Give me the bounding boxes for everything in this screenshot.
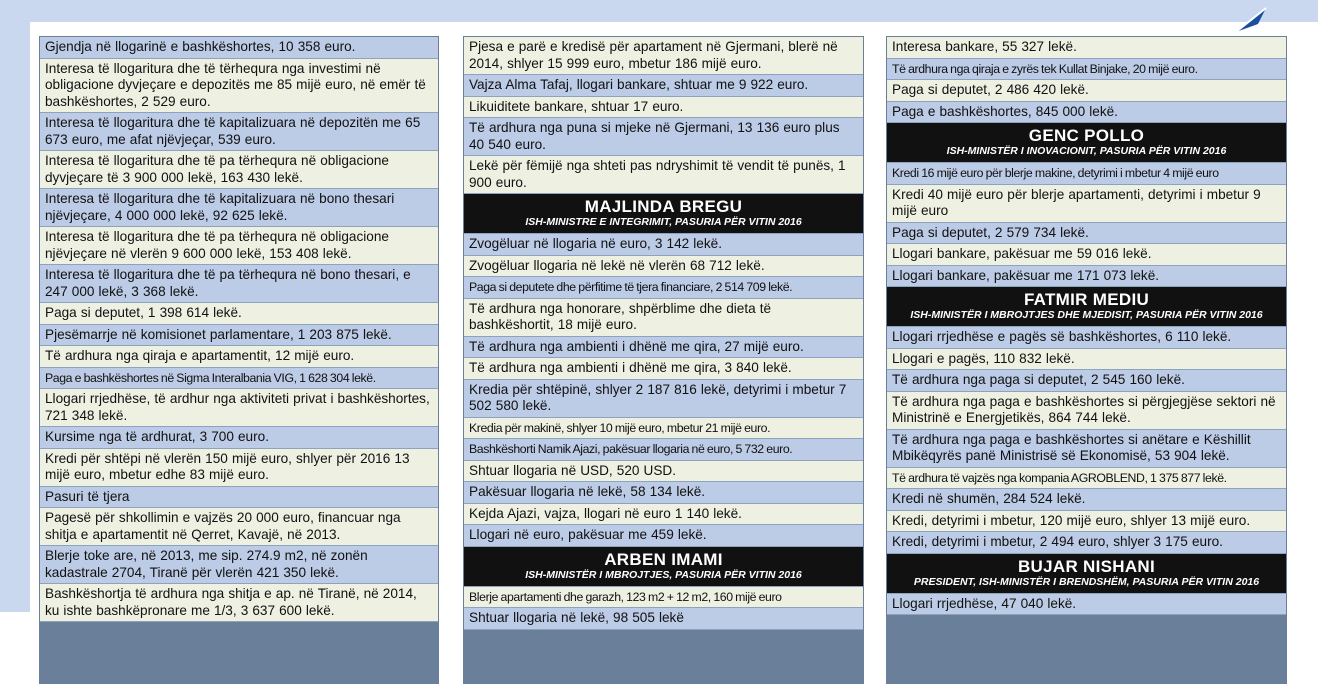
asset-entry: Të ardhura nga qiraja e zyrës tek Kullat Binjake, 20 mijë euro. xyxy=(887,59,1286,81)
asset-entry: Paga si deputete dhe përfitime të tjera financiare, 2 514 709 lekë. xyxy=(464,277,863,299)
column-right xyxy=(886,36,1287,684)
arrow-icon xyxy=(1232,4,1272,36)
official-name: FATMIR MEDIU xyxy=(1023,290,1150,309)
asset-entry: Pjesa e parë e kredisë për apartament në Gjermani, blerë në 2014, shlyer 15 999 euro, mbetur 186 mijë euro. xyxy=(464,37,863,75)
asset-entry: Zvogëluar në llogaria në euro, 3 142 lekë. xyxy=(464,234,863,256)
asset-entry: Të ardhura nga puna si mjeke në Gjermani, 13 136 euro plus 40 540 euro. xyxy=(464,118,863,156)
asset-entry: Kredi 16 mijë euro për blerje makine, detyrimi i mbetur 4 mijë euro xyxy=(887,163,1286,185)
official-name: ARBEN IMAMI xyxy=(604,549,723,569)
official-header xyxy=(464,547,863,587)
asset-entry: Interesa të llogaritura dhe të tërhequra nga investimi në obligacione dyvjeçare e depozitës me 85 mijë euro, në emër të bashkëshortes, 2 529 euro. xyxy=(40,59,438,114)
asset-entry: Bashkëshortja të ardhura nga shitja e ap. në Tiranë, në 2014, ku ishte bashkëpronare me 1/3, 3 637 600 lekë. xyxy=(40,584,438,622)
asset-entry: Blerje toke are, në 2013, me sip. 274.9 m2, në zonën kadastrale 2704, Tiranë për vlerën 421 350 lekë. xyxy=(40,546,438,584)
asset-entry: Llogari bankare, pakësuar me 59 016 lekë. xyxy=(887,244,1286,266)
official-subtitle: ISH-MINISTËR I INOVACIONIT, PASURIA PËR VITIN 2016 xyxy=(946,145,1227,157)
official-subtitle: PRESIDENT, ISH-MINISTËR I BRENDSHËM, PASURIA PËR VITIN 2016 xyxy=(913,575,1260,588)
official-header xyxy=(464,194,863,234)
asset-entry: Gjendja në llogarinë e bashkëshortes, 10 358 euro. xyxy=(40,37,438,59)
asset-entry: Shtuar llogaria në lekë, 98 505 lekë xyxy=(464,608,863,630)
asset-entry: Të ardhura nga ambienti i dhënë me qira, 27 mijë euro. xyxy=(464,337,863,359)
official-header xyxy=(887,287,1286,327)
asset-entry: Kredia për shtëpinë, shlyer 2 187 816 lekë, detyrimi i mbetur 7 502 580 lekë. xyxy=(464,380,863,418)
asset-entry: Të ardhura nga paga si deputet, 2 545 160 lekë. xyxy=(887,370,1286,392)
asset-entry: Kejda Ajazi, vajza, llogari në euro 1 140 lekë. xyxy=(464,504,863,526)
asset-entry: Interesa të llogaritura dhe të pa tërhequra në bono thesari, e 247 000 lekë, 3 368 lekë. xyxy=(40,265,438,303)
left-decorative-band xyxy=(0,0,30,612)
asset-entry: Kredi, detyrimi i mbetur, 2 494 euro, shlyer 3 175 euro. xyxy=(887,532,1286,554)
column-middle xyxy=(463,36,864,684)
asset-entry: Të ardhura nga ambienti i dhënë me qira, 3 840 lekë. xyxy=(464,358,863,380)
asset-entry: Pagesë për shkollimin e vajzës 20 000 euro, financuar nga shitja e apartamentit në Qerret, Kavajë, në 2013. xyxy=(40,508,438,546)
asset-entry: Kredi 40 mijë euro për blerje apartamenti, detyrimi i mbetur 9 mijë euro xyxy=(887,185,1286,223)
asset-entry: Pjesëmarrje në komisionet parlamentare, 1 203 875 lekë. xyxy=(40,325,438,347)
asset-entry: Kredia për makinë, shlyer 10 mijë euro, mbetur 21 mijë euro. xyxy=(464,418,863,440)
official-subtitle: ISH-MINISTRE E INTEGRIMIT, PASURIA PËR VITIN 2016 xyxy=(525,216,802,228)
asset-entry: Paga si deputet, 2 486 420 lekë. xyxy=(887,80,1286,102)
official-subtitle: ISH-MINISTËR I MBROJTJES, PASURIA PËR VITIN 2016 xyxy=(525,568,802,581)
asset-entry: Interesa të llogaritura dhe të kapitalizuara në depozitën me 65 673 euro, me afat njëvjeçar, 539 euro. xyxy=(40,113,438,151)
asset-entry: Likuiditete bankare, shtuar 17 euro. xyxy=(464,97,863,119)
asset-entry: Kredi, detyrimi i mbetur, 120 mijë euro, shlyer 13 mijë euro. xyxy=(887,511,1286,533)
asset-entry: Vajza Alma Tafaj, llogari bankare, shtuar me 9 922 euro. xyxy=(464,75,863,97)
column-left xyxy=(39,36,439,684)
asset-entry: Interesa të llogaritura dhe të kapitalizuara në bono thesari njëvjeçare, 4 000 000 lekë, 92 625 lekë. xyxy=(40,189,438,227)
asset-entry: Bashkëshorti Namik Ajazi, pakësuar llogaria në euro, 5 732 euro. xyxy=(464,439,863,461)
asset-entry: Kredi në shumën, 284 524 lekë. xyxy=(887,489,1286,511)
top-decorative-band xyxy=(0,0,1318,22)
asset-entry: Llogari rrjedhëse, të ardhur nga aktiviteti privat i bashkëshortes, 721 348 lekë. xyxy=(40,389,438,427)
official-subtitle: ISH-MINISTËR I MBROJTJES DHE MJEDISIT, PASURIA PËR VITIN 2016 xyxy=(910,309,1263,321)
asset-entry: Paga e bashkëshortes në Sigma Interalbania VIG, 1 628 304 lekë. xyxy=(40,368,438,390)
asset-entry: Llogari rrjedhëse e pagës së bashkëshortes, 6 110 lekë. xyxy=(887,327,1286,349)
asset-entry: Zvogëluar llogaria në lekë në vlerën 68 712 lekë. xyxy=(464,256,863,278)
asset-entry: Interesa bankare, 55 327 lekë. xyxy=(887,37,1286,59)
asset-entry: Paga si deputet, 1 398 614 lekë. xyxy=(40,303,438,325)
asset-entry: Paga e bashkëshortes, 845 000 lekë. xyxy=(887,102,1286,124)
asset-entry: Lekë për fëmijë nga shteti pas ndryshimit të vendit të punës, 1 900 euro. xyxy=(464,156,863,194)
asset-entry: Kursime nga të ardhurat, 3 700 euro. xyxy=(40,427,438,449)
asset-entry: Llogari bankare, pakësuar me 171 073 lekë. xyxy=(887,266,1286,288)
asset-entry: Shtuar llogaria në USD, 520 USD. xyxy=(464,461,863,483)
asset-entry: Blerje apartamenti dhe garazh, 123 m2 + 12 m2, 160 mijë euro xyxy=(464,587,863,609)
asset-entry: Të ardhura nga paga e bashkëshortes si përgjegjëse sektori në Ministrinë e Energjetikës, 864 744 lekë. xyxy=(887,392,1286,430)
official-header xyxy=(887,554,1286,594)
asset-entry: Pasuri të tjera xyxy=(40,487,438,509)
official-name: BUJAR NISHANI xyxy=(1017,556,1156,576)
asset-entry: Të ardhura nga paga e bashkëshortes si anëtare e Këshillit Mbikëqyrës panë Ministrisë së Ekonomisë, 53 904 lekë. xyxy=(887,430,1286,468)
asset-entry: Kredi për shtëpi në vlerën 150 mijë euro, shlyer për 2016 13 mijë euro, mbetur edhe 83 mijë euro. xyxy=(40,449,438,487)
official-header xyxy=(887,123,1286,163)
asset-entry: Llogari rrjedhëse, 47 040 lekë. xyxy=(887,594,1286,616)
asset-entry: Paga si deputet, 2 579 734 lekë. xyxy=(887,223,1286,245)
asset-entry: Të ardhura nga qiraja e apartamentit, 12 mijë euro. xyxy=(40,346,438,368)
asset-entry: Të ardhura të vajzës nga kompania AGROBLEND, 1 375 877 lekë. xyxy=(887,468,1286,490)
asset-entry: Interesa të llogaritura dhe të pa tërhequra në obligacione njëvjeçare në vlerën 9 600 000 lekë, 153 408 lekë. xyxy=(40,227,438,265)
asset-entry: Interesa të llogaritura dhe të pa tërhequra në obligacione dyvjeçare të 3 900 000 lekë, 163 430 lekë. xyxy=(40,151,438,189)
asset-entry: Llogari e pagës, 110 832 lekë. xyxy=(887,349,1286,371)
official-name: GENC POLLO xyxy=(1028,126,1145,145)
asset-entry: Llogari në euro, pakësuar me 459 lekë. xyxy=(464,525,863,547)
asset-entry: Pakësuar llogaria në lekë, 58 134 lekë. xyxy=(464,482,863,504)
official-name: MAJLINDA BREGU xyxy=(584,197,743,216)
asset-entry: Të ardhura nga honorare, shpërblime dhe dieta të bashkëshortit, 18 mijë euro. xyxy=(464,299,863,337)
